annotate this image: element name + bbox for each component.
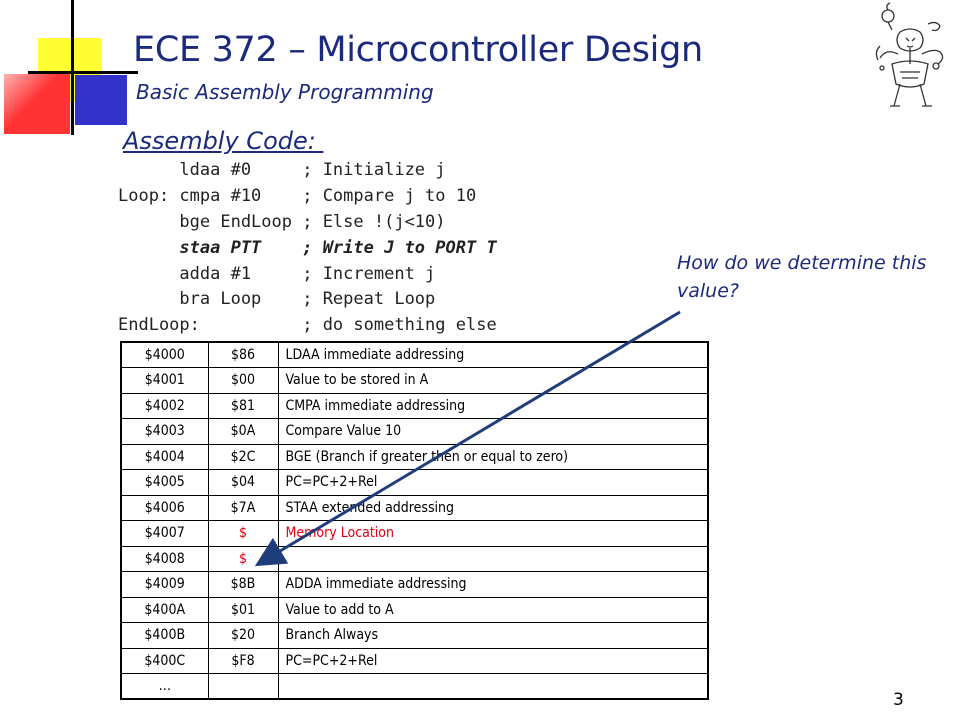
value-cell: $81 <box>208 393 278 419</box>
address-cell: $4002 <box>121 393 208 419</box>
address-cell: $4001 <box>121 368 208 394</box>
address-cell: $4003 <box>121 419 208 445</box>
description-cell: BGE (Branch if greater then or equal to zero) <box>278 444 708 470</box>
value-cell: $ <box>208 546 278 572</box>
description-cell: ADDA immediate addressing <box>278 572 708 598</box>
address-cell: $400A <box>121 597 208 623</box>
description-cell: Memory Location <box>278 521 708 547</box>
address-cell: $4009 <box>121 572 208 598</box>
address-cell: $4007 <box>121 521 208 547</box>
value-cell: $20 <box>208 623 278 649</box>
value-cell: $8B <box>208 572 278 598</box>
description-cell: Value to add to A <box>278 597 708 623</box>
address-cell: $400C <box>121 648 208 674</box>
value-cell: $F8 <box>208 648 278 674</box>
section-heading: Assembly Code: <box>123 127 324 155</box>
description-cell: PC=PC+2+Rel <box>278 470 708 496</box>
address-cell: … <box>121 674 208 700</box>
address-cell: $400B <box>121 623 208 649</box>
description-cell: Compare Value 10 <box>278 419 708 445</box>
description-cell: CMPA immediate addressing <box>278 393 708 419</box>
value-cell: $2C <box>208 444 278 470</box>
code-line: adda #1 ; Increment j <box>118 263 436 284</box>
description-cell: Value to be stored in A <box>278 368 708 394</box>
description-cell: PC=PC+2+Rel <box>278 648 708 674</box>
annotation-question: How do we determine this value? <box>677 252 927 302</box>
code-line: bge EndLoop ; Else !(j<10) <box>118 211 446 232</box>
value-cell: $00 <box>208 368 278 394</box>
address-cell: $4008 <box>121 546 208 572</box>
address-cell: $4000 <box>121 342 208 368</box>
slide-title: ECE 372 – Microcontroller Design <box>133 30 703 70</box>
code-line-highlighted: staa PTT ; Write J to PORT T <box>118 237 497 258</box>
description-cell: LDAA immediate addressing <box>278 342 708 368</box>
value-cell: $ <box>208 521 278 547</box>
address-cell: $4004 <box>121 444 208 470</box>
code-line: EndLoop: ; do something else <box>118 315 497 336</box>
address-cell: $4006 <box>121 495 208 521</box>
code-line: bra Loop ; Repeat Loop <box>118 289 436 310</box>
value-cell: $01 <box>208 597 278 623</box>
slide-subtitle: Basic Assembly Programming <box>136 80 434 104</box>
description-cell: Branch Always <box>278 623 708 649</box>
page-number: 3 <box>893 690 904 710</box>
code-line: Loop: cmpa #10 ; Compare j to 10 <box>118 185 477 206</box>
description-cell: STAA extended addressing <box>278 495 708 521</box>
value-cell: $0A <box>208 419 278 445</box>
value-cell: $86 <box>208 342 278 368</box>
value-cell: $7A <box>208 495 278 521</box>
address-cell: $4005 <box>121 470 208 496</box>
value-cell: $04 <box>208 470 278 496</box>
code-line: ldaa #0 ; Initialize j <box>118 160 446 180</box>
